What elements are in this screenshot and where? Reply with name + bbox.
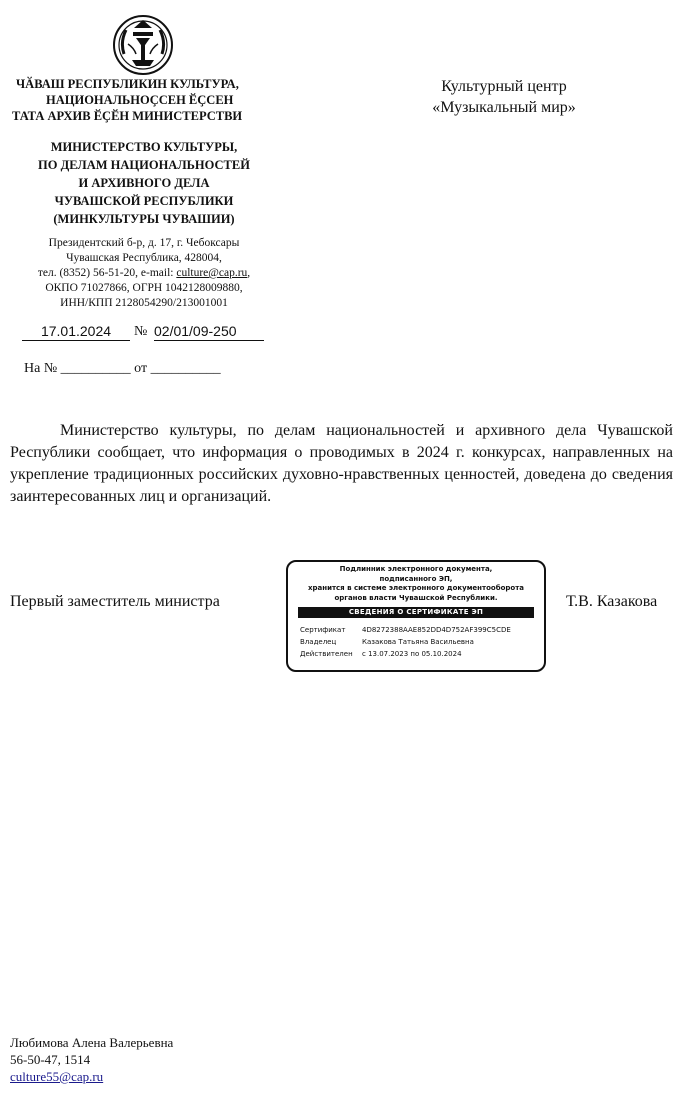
address-line-1: Президентский б-р, д. 17, г. Чебоксары (48, 237, 240, 249)
executor-block (10, 1034, 173, 1085)
address-line-4: ОКПО 71027866, ОГРН 1042128009880, (45, 282, 243, 294)
executor-name: Любимова Алена Валерьевна (10, 1035, 174, 1050)
stamp-key: Владелец (300, 638, 337, 646)
ministry-address (8, 236, 280, 311)
address-line-2: Чувашская Республика, 428004, (66, 252, 222, 264)
phone-suffix: , (247, 267, 251, 279)
signer-title: Первый заместитель министра (10, 593, 220, 610)
stamp-header-line-4: органов власти Чувашской Республики. (334, 593, 498, 602)
stamp-header-line-2: подписанного ЭП, (379, 574, 453, 583)
stamp-row-owner (300, 638, 474, 647)
stamp-value: Казакова Татьяна Васильевна (362, 638, 474, 646)
stamp-key: Сертификат (300, 626, 346, 634)
executor-email-link[interactable]: culture55@cap.ru (10, 1069, 104, 1084)
stamp-key: Действителен (300, 650, 353, 658)
stamp-header-line-3: хранится в системе электронного документооборота (307, 584, 524, 592)
header-russian-line-2: ПО ДЕЛАМ НАЦИОНАЛЬНОСТЕЙ (38, 158, 250, 172)
stamp-header (288, 565, 544, 603)
header-russian-line-3: И АРХИВНОГО ДЕЛА (78, 176, 210, 190)
addressee-line-2: «Музыкальный мир» (432, 99, 576, 116)
registration-date: 17.01.2024 (22, 322, 130, 341)
header-chuvash-line-1: ЧӐВАШ РЕСПУБЛИКИН КУЛЬТУРА, (16, 77, 239, 91)
header-russian-line-5: (МИНКУЛЬТУРЫ ЧУВАШИИ) (53, 212, 235, 226)
header-russian (8, 138, 280, 228)
letter-body: Министерство культуры, по делам национальностей и архивного дела Чувашской Республики сообщает, что информация о проводимых в 2024 г. конкурсах, направленных на укрепление традиционных российских духовно-нравственных ценностей, доведена до сведения заинтересованных лиц и организаций. (10, 422, 673, 505)
stamp-row-validity (300, 650, 462, 659)
header-russian-line-1: МИНИСТЕРСТВО КУЛЬТУРЫ, (50, 140, 238, 154)
addressee-line-1: Культурный центр (441, 78, 567, 95)
signer-name: Т.В. Казакова (566, 593, 658, 610)
ministry-email-link[interactable]: culture@cap.ru (176, 267, 248, 279)
stamp-certificate-bar: СВЕДЕНИЯ О СЕРТИФИКАТЕ ЭП (298, 607, 534, 618)
chuvashia-coat-of-arms-icon (112, 14, 174, 76)
executor-phone: 56-50-47, 1514 (10, 1052, 91, 1067)
stamp-header-line-1: Подлинник электронного документа, (339, 565, 493, 573)
header-chuvash-line-2: НАЦИОНАЛЬНОҪСЕН ӖҪСЕН (46, 93, 234, 107)
address-line-3 (8, 266, 280, 281)
header-chuvash (8, 76, 280, 124)
stamp-value: с 13.07.2023 по 05.10.2024 (362, 650, 462, 658)
address-line-5: ИНН/КПП 2128054290/213001001 (60, 297, 228, 309)
header-chuvash-line-3: ТАТА АРХИВ ӖҪӖН МИНИСТЕРСТВИ (12, 109, 243, 123)
stamp-row-certificate (300, 626, 511, 635)
registration-number-sign: № (134, 324, 148, 339)
phone-text: тел. (8352) 56-51-20, e-mail: (37, 267, 177, 279)
addressee-block (406, 76, 602, 118)
reference-line: На № __________ от __________ (24, 361, 221, 376)
header-russian-line-4: ЧУВАШСКОЙ РЕСПУБЛИКИ (54, 194, 234, 208)
registration-number: 02/01/09-250 (154, 322, 264, 341)
stamp-value: 4D8272388AAE852DD4D752AF399C5CDE (362, 626, 511, 634)
electronic-signature-stamp (286, 560, 546, 672)
